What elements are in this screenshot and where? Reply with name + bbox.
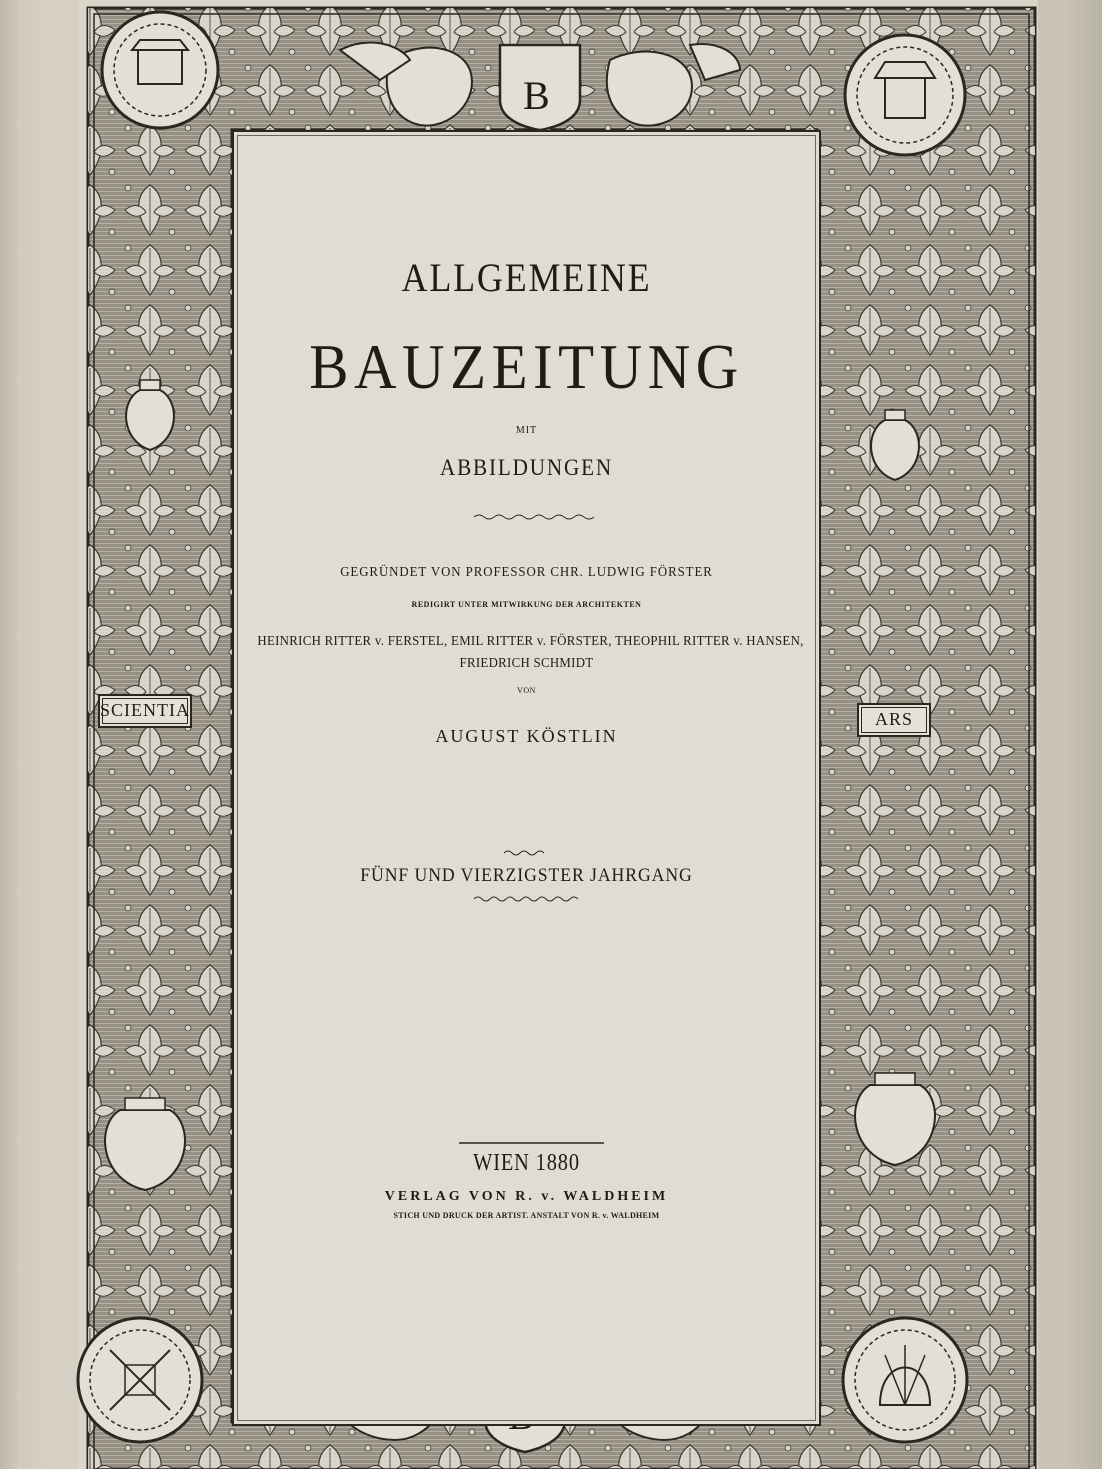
corner-medallion-top-left [102,12,218,128]
title-line-1: ALLGEMEINE [401,255,652,300]
printer-line: STICH UND DRUCK DER ARTIST. ANSTALT VON R. v. WALDHEIM [393,1211,660,1220]
publisher-line: VERLAG VON R. v. WALDHEIM [384,1189,669,1204]
corner-medallion-bottom-right [843,1318,967,1442]
decorative-rule-3 [234,894,819,904]
decorative-rule-1 [234,512,819,522]
monogram-letter-top: B [523,73,550,118]
cartouche-ars: ARS [857,703,931,737]
imprint-rule [234,1140,819,1146]
founder-line: GEGRÜNDET VON PROFESSOR CHR. LUDWIG FÖRSTER [340,565,713,580]
by-word: VON [517,686,536,695]
city-and-year: WIEN 1880 [473,1150,580,1176]
corner-medallion-bottom-left [78,1318,202,1442]
architects-line-1: HEINRICH RITTER v. FERSTEL, EMIL RITTER v. FÖRSTER, THEOPHIL RITTER v. HANSEN, [257,634,804,649]
title-connector: MIT [515,425,538,436]
edited-with-line: REDIGIRT UNTER MITWIRKUNG DER ARCHITEKTEN [411,600,642,609]
decorative-rule-2 [234,848,819,858]
volume-line: FÜNF UND VIERZIGSTER JAHRGANG [360,865,693,886]
title-panel [232,130,821,1426]
editor-name: AUGUST KÖSTLIN [435,726,618,746]
subtitle: ABBILDUNGEN [439,455,614,480]
title-line-2: BAUZEITUNG [309,331,744,402]
architects-line-2: FRIEDRICH SCHMIDT [459,656,594,671]
corner-medallion-top-right [845,35,965,155]
cartouche-scientia: SCIENTIA [98,694,192,728]
